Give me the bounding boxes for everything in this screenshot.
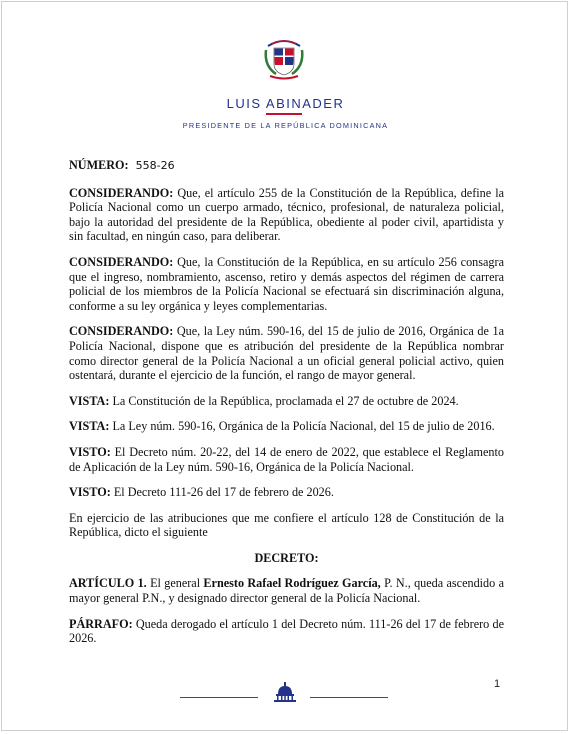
decree-number xyxy=(69,158,504,174)
considerando-paragraph xyxy=(69,324,504,382)
decree-heading: DECRETO: xyxy=(254,550,319,565)
paragraph-label: CONSIDERANDO: xyxy=(69,185,174,200)
paragraph-label: VISTA: xyxy=(69,393,110,408)
paragraph-label: VISTO: xyxy=(69,444,111,459)
national-palace-dome-icon xyxy=(271,682,299,702)
considerando-paragraph xyxy=(69,186,504,244)
visto-paragraph xyxy=(69,485,504,500)
article-text-before: El general xyxy=(146,576,204,591)
coat-of-arms-icon xyxy=(262,32,306,82)
paragraph-label: CONSIDERANDO: xyxy=(69,324,174,339)
paragraph-label: VISTA: xyxy=(69,419,110,434)
vista-paragraph xyxy=(69,394,504,409)
document-body xyxy=(69,158,504,657)
paragraph-text: La Constitución de la República, proclamada el 27 de octubre de 2024. xyxy=(109,393,459,408)
article-paragraph xyxy=(69,576,504,605)
parrafo-text: Queda derogado el artículo 1 del Decreto núm. 111-26 del 17 de febrero de 2026. xyxy=(69,616,504,646)
footer-divider-left xyxy=(180,697,258,698)
vista-paragraph xyxy=(69,419,504,434)
visto-paragraph xyxy=(69,445,504,474)
article-label: ARTÍCULO 1. xyxy=(69,576,147,591)
article-text-after: P. N., queda ascendido a mayor general P.N., y designado director general de la Policía Nacional. xyxy=(69,576,504,606)
paragraph-label: VISTO: xyxy=(69,485,111,500)
paragraph-text: Que, la Constitución de la República, en su artículo 256 consagra que el ingreso, nombramiento, ascenso, retiro y demás aspectos del régimen de carrera policial de los miembros de la Policía Nacional se efectuará sin discriminación alguna, conforme a su ley orgánica y leyes complementarias. xyxy=(69,254,504,313)
paragraph-label: CONSIDERANDO: xyxy=(69,254,174,269)
parrafo-paragraph xyxy=(69,617,504,646)
page-number: 1 xyxy=(494,678,501,690)
considerando-paragraph xyxy=(69,255,504,313)
header-name: LUIS ABINADER xyxy=(226,96,345,111)
decree-number-value: 558-26 xyxy=(135,159,175,172)
decree-number-label: NÚMERO: xyxy=(69,158,129,172)
paragraph-text: Que, el artículo 255 de la Constitución de la República, define la Policía Nacional como un cuerpo armado, técnico, profesional, de naturaleza policial, bajo la autoridad del presidente de la República, obediente al poder civil, apartidista y sin facultad, en ningún caso, para deliberar. xyxy=(69,185,504,244)
paragraph-text: La Ley núm. 590-16, Orgánica de la Policía Nacional, del 15 de julio de 2016. xyxy=(109,419,495,434)
exercise-paragraph: En ejercicio de las atribuciones que me confiere el artículo 128 de Constitución de la República, dicto el siguiente xyxy=(69,510,504,540)
header-divider xyxy=(266,113,302,115)
paragraph-text: Que, la Ley núm. 590-16, del 15 de julio de 2016, Orgánica de 1a Policía Nacional, dispone que es atribución del presidente de la República nombrar como director general de la Policía Nacional a un oficial general policial activo, quien ostentará, durante el ejercicio de la función, el rango de mayor general. xyxy=(69,324,504,383)
header-subtitle: PRESIDENTE DE LA REPÚBLICA DOMINICANA xyxy=(182,121,389,130)
parrafo-label: PÁRRAFO: xyxy=(69,616,133,631)
paragraph-text: El Decreto 111-26 del 17 de febrero de 2026. xyxy=(110,485,334,500)
paragraph-text: El Decreto núm. 20-22, del 14 de enero de 2022, que establece el Reglamento de Aplicación de la Ley núm. 590-16, Orgánica de la Policía Nacional. xyxy=(69,444,504,474)
article-person-name: Ernesto Rafael Rodríguez García, xyxy=(203,576,381,591)
footer-divider-right xyxy=(310,697,388,698)
